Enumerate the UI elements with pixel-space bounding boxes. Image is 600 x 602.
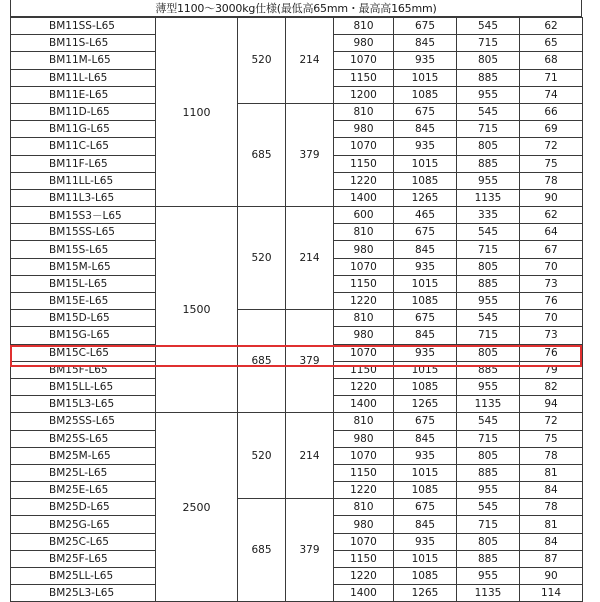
model-cell: BM15M-L65 bbox=[11, 258, 156, 275]
value-cell: 1015 bbox=[394, 550, 457, 567]
value-cell: 1070 bbox=[334, 344, 394, 361]
table-row bbox=[11, 499, 583, 516]
model-cell: BM11G-L65 bbox=[11, 121, 156, 138]
value-cell: 82 bbox=[520, 378, 583, 395]
value-cell: 845 bbox=[394, 241, 457, 258]
value-cell: 675 bbox=[394, 310, 457, 327]
value-cell: 600 bbox=[334, 207, 394, 224]
value-cell: 980 bbox=[334, 430, 394, 447]
value-cell: 84 bbox=[520, 482, 583, 499]
value-cell: 73 bbox=[520, 327, 583, 344]
model-cell: BM25LL-L65 bbox=[11, 568, 156, 585]
value-cell: 81 bbox=[520, 516, 583, 533]
dim-b-cell: 214 bbox=[286, 413, 334, 499]
value-cell: 71 bbox=[520, 69, 583, 86]
value-cell: 90 bbox=[520, 568, 583, 585]
value-cell: 1070 bbox=[334, 447, 394, 464]
value-cell: 545 bbox=[457, 499, 520, 516]
value-cell: 66 bbox=[520, 103, 583, 120]
spec-sheet bbox=[10, 0, 582, 600]
value-cell: 845 bbox=[394, 430, 457, 447]
value-cell: 805 bbox=[457, 533, 520, 550]
model-cell: BM11L-L65 bbox=[11, 69, 156, 86]
value-cell: 465 bbox=[394, 207, 457, 224]
dim-b-cell: 379 bbox=[286, 103, 334, 206]
dim-a-cell: 520 bbox=[238, 207, 286, 310]
value-cell: 68 bbox=[520, 52, 583, 69]
value-cell: 955 bbox=[457, 482, 520, 499]
model-cell: BM11S-L65 bbox=[11, 35, 156, 52]
value-cell: 955 bbox=[457, 293, 520, 310]
table-row bbox=[11, 413, 583, 430]
table-row bbox=[11, 207, 583, 224]
dim-a-cell: 685 bbox=[238, 103, 286, 206]
value-cell: 67 bbox=[520, 241, 583, 258]
value-cell: 545 bbox=[457, 18, 520, 35]
value-cell: 845 bbox=[394, 35, 457, 52]
value-cell: 675 bbox=[394, 18, 457, 35]
value-cell: 1085 bbox=[394, 172, 457, 189]
model-cell: BM15L-L65 bbox=[11, 275, 156, 292]
value-cell: 1400 bbox=[334, 189, 394, 206]
value-cell: 845 bbox=[394, 121, 457, 138]
value-cell: 1085 bbox=[394, 86, 457, 103]
value-cell: 715 bbox=[457, 327, 520, 344]
value-cell: 715 bbox=[457, 241, 520, 258]
value-cell: 65 bbox=[520, 35, 583, 52]
value-cell: 805 bbox=[457, 138, 520, 155]
value-cell: 335 bbox=[457, 207, 520, 224]
table-row bbox=[11, 310, 583, 327]
value-cell: 715 bbox=[457, 121, 520, 138]
value-cell: 62 bbox=[520, 18, 583, 35]
value-cell: 1135 bbox=[457, 189, 520, 206]
value-cell: 885 bbox=[457, 361, 520, 378]
value-cell: 1265 bbox=[394, 189, 457, 206]
value-cell: 1200 bbox=[334, 86, 394, 103]
value-cell: 955 bbox=[457, 568, 520, 585]
value-cell: 73 bbox=[520, 275, 583, 292]
capacity-cell: 1100 bbox=[156, 18, 238, 207]
model-cell: BM15LL-L65 bbox=[11, 378, 156, 395]
value-cell: 1150 bbox=[334, 361, 394, 378]
value-cell: 885 bbox=[457, 155, 520, 172]
model-cell: BM11E-L65 bbox=[11, 86, 156, 103]
value-cell: 1015 bbox=[394, 69, 457, 86]
table-row bbox=[11, 18, 583, 35]
value-cell: 69 bbox=[520, 121, 583, 138]
value-cell: 114 bbox=[520, 585, 583, 602]
value-cell: 980 bbox=[334, 241, 394, 258]
model-cell: BM25L-L65 bbox=[11, 464, 156, 481]
value-cell: 885 bbox=[457, 69, 520, 86]
value-cell: 87 bbox=[520, 550, 583, 567]
value-cell: 935 bbox=[394, 533, 457, 550]
value-cell: 1070 bbox=[334, 52, 394, 69]
dim-b-cell: 379 bbox=[286, 310, 334, 413]
value-cell: 1220 bbox=[334, 482, 394, 499]
value-cell: 545 bbox=[457, 103, 520, 120]
spec-table-body bbox=[11, 18, 583, 602]
value-cell: 810 bbox=[334, 413, 394, 430]
model-cell: BM15S-L65 bbox=[11, 241, 156, 258]
capacity-cell: 2500 bbox=[156, 413, 238, 602]
value-cell: 980 bbox=[334, 516, 394, 533]
value-cell: 1015 bbox=[394, 275, 457, 292]
value-cell: 885 bbox=[457, 464, 520, 481]
model-cell: BM11D-L65 bbox=[11, 103, 156, 120]
model-cell: BM11L3-L65 bbox=[11, 189, 156, 206]
value-cell: 810 bbox=[334, 224, 394, 241]
value-cell: 810 bbox=[334, 310, 394, 327]
value-cell: 75 bbox=[520, 430, 583, 447]
value-cell: 1135 bbox=[457, 396, 520, 413]
value-cell: 1150 bbox=[334, 155, 394, 172]
model-cell: BM15C-L65 bbox=[11, 344, 156, 361]
model-cell: BM15SS-L65 bbox=[11, 224, 156, 241]
value-cell: 715 bbox=[457, 430, 520, 447]
value-cell: 1150 bbox=[334, 275, 394, 292]
model-cell: BM25S-L65 bbox=[11, 430, 156, 447]
dim-a-cell: 520 bbox=[238, 413, 286, 499]
value-cell: 675 bbox=[394, 499, 457, 516]
value-cell: 805 bbox=[457, 52, 520, 69]
value-cell: 715 bbox=[457, 35, 520, 52]
value-cell: 675 bbox=[394, 103, 457, 120]
value-cell: 1015 bbox=[394, 361, 457, 378]
dim-b-cell: 214 bbox=[286, 207, 334, 310]
value-cell: 90 bbox=[520, 189, 583, 206]
value-cell: 1070 bbox=[334, 533, 394, 550]
model-cell: BM15F-L65 bbox=[11, 361, 156, 378]
value-cell: 1150 bbox=[334, 69, 394, 86]
value-cell: 72 bbox=[520, 413, 583, 430]
model-cell: BM11C-L65 bbox=[11, 138, 156, 155]
value-cell: 1015 bbox=[394, 155, 457, 172]
capacity-cell: 1500 bbox=[156, 207, 238, 413]
value-cell: 75 bbox=[520, 155, 583, 172]
model-cell: BM25E-L65 bbox=[11, 482, 156, 499]
value-cell: 62 bbox=[520, 207, 583, 224]
value-cell: 1400 bbox=[334, 585, 394, 602]
value-cell: 1220 bbox=[334, 568, 394, 585]
value-cell: 70 bbox=[520, 310, 583, 327]
value-cell: 935 bbox=[394, 447, 457, 464]
value-cell: 1150 bbox=[334, 464, 394, 481]
value-cell: 715 bbox=[457, 516, 520, 533]
table-header: 薄型1100〜3000kg仕様(最低高65mm・最高高165mm) bbox=[10, 0, 582, 17]
value-cell: 805 bbox=[457, 344, 520, 361]
value-cell: 1070 bbox=[334, 138, 394, 155]
model-cell: BM11SS-L65 bbox=[11, 18, 156, 35]
value-cell: 1085 bbox=[394, 482, 457, 499]
value-cell: 545 bbox=[457, 310, 520, 327]
spec-table bbox=[10, 17, 583, 602]
value-cell: 78 bbox=[520, 499, 583, 516]
value-cell: 72 bbox=[520, 138, 583, 155]
value-cell: 84 bbox=[520, 533, 583, 550]
model-cell: BM25G-L65 bbox=[11, 516, 156, 533]
value-cell: 980 bbox=[334, 121, 394, 138]
value-cell: 1085 bbox=[394, 293, 457, 310]
value-cell: 675 bbox=[394, 413, 457, 430]
model-cell: BM11M-L65 bbox=[11, 52, 156, 69]
model-cell: BM25L3-L65 bbox=[11, 585, 156, 602]
value-cell: 980 bbox=[334, 35, 394, 52]
value-cell: 1220 bbox=[334, 172, 394, 189]
value-cell: 980 bbox=[334, 327, 394, 344]
value-cell: 64 bbox=[520, 224, 583, 241]
value-cell: 810 bbox=[334, 103, 394, 120]
value-cell: 1265 bbox=[394, 396, 457, 413]
value-cell: 935 bbox=[394, 344, 457, 361]
model-cell: BM11F-L65 bbox=[11, 155, 156, 172]
value-cell: 76 bbox=[520, 293, 583, 310]
value-cell: 78 bbox=[520, 172, 583, 189]
model-cell: BM11LL-L65 bbox=[11, 172, 156, 189]
model-cell: BM25F-L65 bbox=[11, 550, 156, 567]
value-cell: 70 bbox=[520, 258, 583, 275]
value-cell: 935 bbox=[394, 138, 457, 155]
dim-a-cell: 520 bbox=[238, 18, 286, 104]
value-cell: 955 bbox=[457, 86, 520, 103]
value-cell: 1015 bbox=[394, 464, 457, 481]
value-cell: 76 bbox=[520, 344, 583, 361]
value-cell: 805 bbox=[457, 447, 520, 464]
value-cell: 810 bbox=[334, 18, 394, 35]
value-cell: 94 bbox=[520, 396, 583, 413]
value-cell: 1400 bbox=[334, 396, 394, 413]
value-cell: 1150 bbox=[334, 550, 394, 567]
dim-a-cell: 685 bbox=[238, 499, 286, 602]
model-cell: BM25M-L65 bbox=[11, 447, 156, 464]
value-cell: 1085 bbox=[394, 378, 457, 395]
value-cell: 1085 bbox=[394, 568, 457, 585]
value-cell: 675 bbox=[394, 224, 457, 241]
value-cell: 545 bbox=[457, 413, 520, 430]
value-cell: 1220 bbox=[334, 378, 394, 395]
value-cell: 1070 bbox=[334, 258, 394, 275]
model-cell: BM15L3-L65 bbox=[11, 396, 156, 413]
model-cell: BM15G-L65 bbox=[11, 327, 156, 344]
model-cell: BM25SS-L65 bbox=[11, 413, 156, 430]
value-cell: 78 bbox=[520, 447, 583, 464]
value-cell: 885 bbox=[457, 275, 520, 292]
value-cell: 885 bbox=[457, 550, 520, 567]
value-cell: 955 bbox=[457, 378, 520, 395]
value-cell: 1135 bbox=[457, 585, 520, 602]
value-cell: 1265 bbox=[394, 585, 457, 602]
value-cell: 545 bbox=[457, 224, 520, 241]
value-cell: 1220 bbox=[334, 293, 394, 310]
dim-b-cell: 379 bbox=[286, 499, 334, 602]
value-cell: 810 bbox=[334, 499, 394, 516]
value-cell: 935 bbox=[394, 258, 457, 275]
value-cell: 845 bbox=[394, 327, 457, 344]
value-cell: 81 bbox=[520, 464, 583, 481]
value-cell: 74 bbox=[520, 86, 583, 103]
table-row bbox=[11, 103, 583, 120]
dim-a-cell: 685 bbox=[238, 310, 286, 413]
value-cell: 79 bbox=[520, 361, 583, 378]
model-cell: BM25D-L65 bbox=[11, 499, 156, 516]
value-cell: 845 bbox=[394, 516, 457, 533]
value-cell: 955 bbox=[457, 172, 520, 189]
model-cell: BM15E-L65 bbox=[11, 293, 156, 310]
model-cell: BM15D-L65 bbox=[11, 310, 156, 327]
model-cell: BM25C-L65 bbox=[11, 533, 156, 550]
value-cell: 805 bbox=[457, 258, 520, 275]
dim-b-cell: 214 bbox=[286, 18, 334, 104]
model-cell: BM15S3－L65 bbox=[11, 207, 156, 224]
value-cell: 935 bbox=[394, 52, 457, 69]
